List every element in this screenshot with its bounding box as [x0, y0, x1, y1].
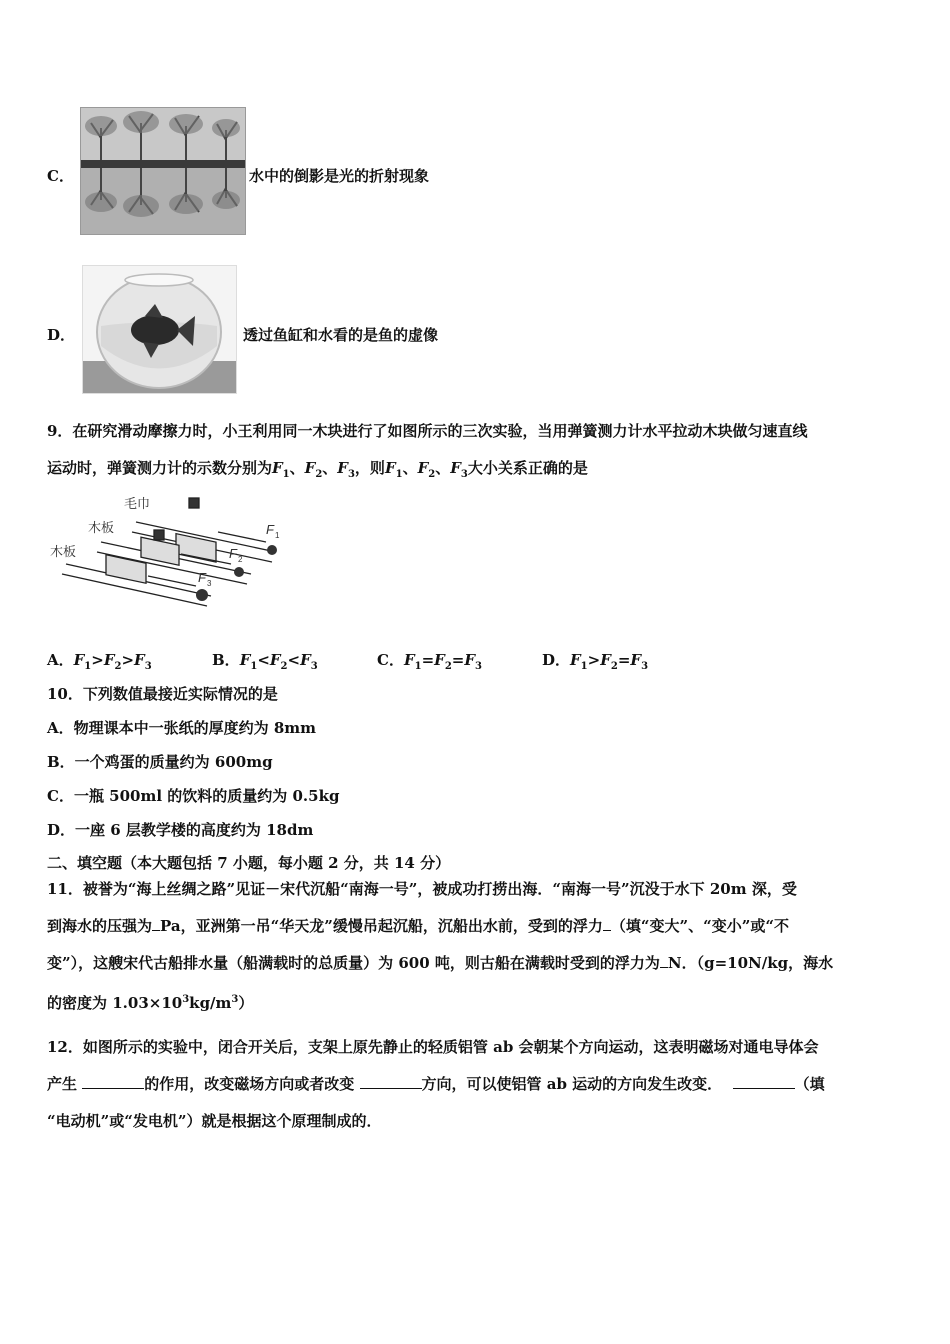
label-f2-sub: 2 [238, 555, 243, 564]
label-f3-sub: 3 [207, 579, 212, 588]
option-d-letter: D． [47, 326, 76, 344]
q9-choice-d: D．$F_1>F_2=F_3$ [542, 651, 649, 672]
q10-option-a: A．物理课本中一张纸的厚度约为 8mm [47, 719, 317, 737]
q9-choice-a: A．$F_1>F_2>F_3$ [47, 651, 152, 672]
fishbowl-photo [82, 265, 237, 394]
q9-choice-c: C．$F_1=F_2=F_3$ [377, 651, 482, 672]
label-f2: F [229, 546, 237, 561]
q12-line2: 产生 的作用，改变磁场方向或者改变 方向，可以使铝管 ab 运动的方向发生改变． （填 [47, 1075, 825, 1093]
friction-experiment-figure [46, 492, 306, 617]
q11-line1: 11．被誉为“海上丝绸之路”见证－宋代沉船“南海一号”，被成功打捞出海．“南海一号”沉没于水下 20m 深，受 [47, 880, 797, 898]
label-board-2: 木板 [50, 544, 77, 559]
q12-line3: “电动机”或“发电机”）就是根据这个原理制成的． [47, 1112, 382, 1130]
label-f3: F [198, 570, 206, 585]
reflection-photo [80, 107, 246, 235]
q9-line1: 9．在研究滑动摩擦力时，小王利用同一木块进行了如图所示的三次实验，当用弹簧测力计水平拉动木块做匀速直线 [47, 422, 808, 440]
q9-choice-b: B．$F_1<F_2<F_3$ [212, 651, 318, 672]
q12-line1: 12．如图所示的实验中，闭合开关后，支架上原先静止的轻质铝管 ab 会朝某个方向运动，这表明磁场对通电导体会 [47, 1038, 819, 1056]
label-f1-sub: 1 [275, 531, 280, 540]
q10-option-d: D．一座 6 层教学楼的高度约为 18dm [47, 821, 314, 839]
label-towel: 毛巾 [124, 496, 151, 511]
option-c-letter: C． [47, 167, 74, 185]
q11-line2: 到海水的压强为 Pa，亚洲第一吊“华天龙”缓慢吊起沉船，沉船出水前，受到的浮力 （填“变大”、“变小”或“不 [47, 917, 790, 935]
q10-option-b: B．一个鸡蛋的质量约为 600mg [47, 753, 273, 771]
q10-option-c: C．一瓶 500ml 的饮料的质量约为 0.5kg [47, 787, 340, 805]
label-f1: F [266, 522, 274, 537]
q11-line3: 变”），这艘宋代古船排水量（船满载时的总质量）为 600 吨，则古船在满载时受到的浮力为 N．（g=10N/kg，海水 [47, 954, 834, 972]
label-board-1: 木板 [88, 520, 115, 535]
q11-line4: 的密度为 $1.03\times 10^3kg/m^3$） [47, 994, 254, 1012]
q9-line2: 运动时，弹簧测力计的示数分别为$F_1$、$F_2$、$F_3$，则$F_1$、$F_2$、$F_3$大小关系正确的是 [47, 459, 588, 480]
option-d-text: 透过鱼缸和水看的是鱼的虚像 [243, 326, 439, 344]
q10-stem: 10．下列数值最接近实际情况的是 [47, 685, 278, 703]
section-title: 二、填空题（本大题包括 7 小题，每小题 2 分，共 14 分） [47, 854, 451, 872]
option-c-text: 水中的倒影是光的折射现象 [249, 167, 430, 185]
